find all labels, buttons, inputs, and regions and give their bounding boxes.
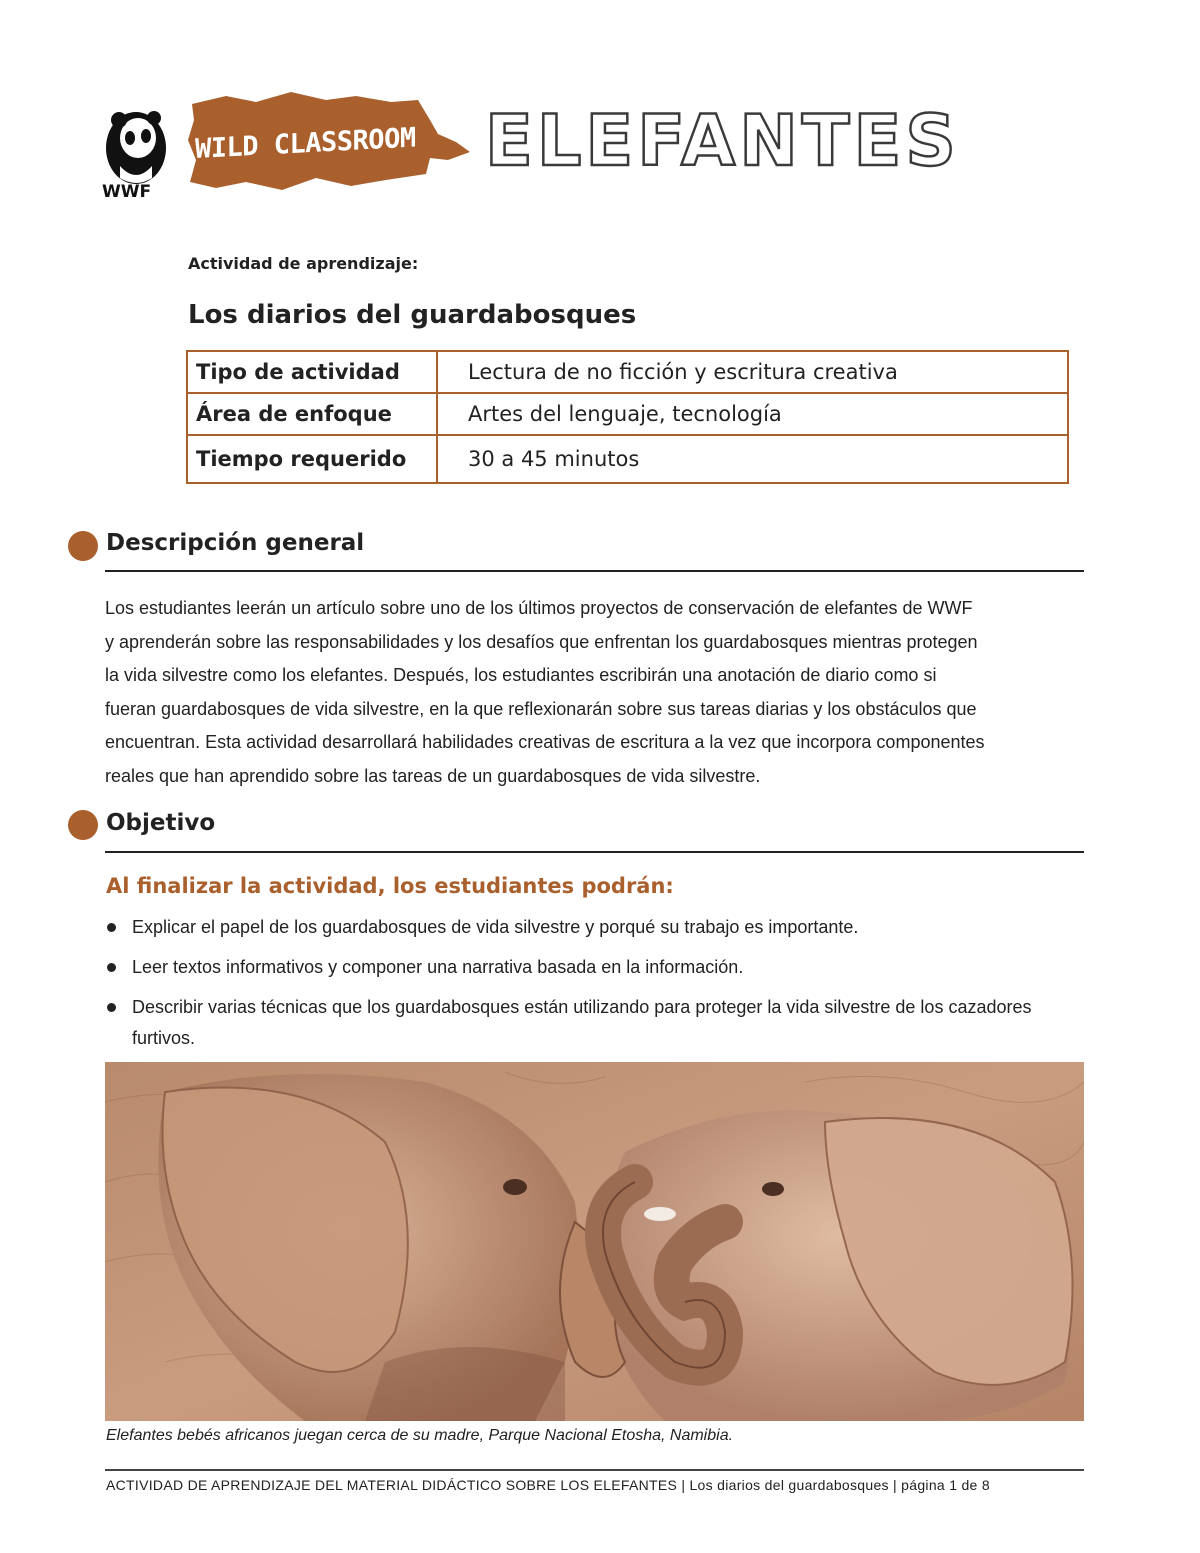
- list-item: [106, 912, 1086, 943]
- elephants-photo: [105, 1062, 1084, 1421]
- paragraph-line: encuentran. Esta actividad desarrollará habilidades creativas de escritura a la vez que incorpora componentes: [105, 732, 985, 753]
- row-value: Artes del lenguaje, tecnología: [437, 393, 1068, 435]
- table-row: [187, 435, 1068, 483]
- paragraph-line: y aprenderán sobre las responsabilidades y los desafíos que enfrentan los guardabosques mientras protegen: [105, 631, 978, 652]
- section-bullet-icon: [68, 531, 98, 561]
- bullet-icon: [107, 923, 116, 932]
- wwf-logo: [100, 108, 172, 204]
- activity-label: Actividad de aprendizaje:: [188, 254, 419, 273]
- overview-heading: Descripción general: [106, 530, 365, 556]
- wwf-text: WWF: [102, 182, 152, 202]
- list-item-text: Leer textos informativos y componer una narrativa basada en la información.: [132, 957, 744, 977]
- table-row: [187, 351, 1068, 393]
- section-bullet-icon: [68, 810, 98, 840]
- row-key: Tiempo requerido: [187, 435, 437, 483]
- photo-caption: Elefantes bebés africanos juegan cerca de su madre, Parque Nacional Etosha, Namibia.: [106, 1427, 734, 1444]
- brand-badge-label: WILD CLASSROOM: [195, 122, 416, 166]
- table-row: [187, 393, 1068, 435]
- list-item-text: Explicar el papel de los guardabosques de vida silvestre y porqué su trabajo es importante.: [132, 917, 859, 937]
- overview-paragraph: [105, 592, 1090, 794]
- bullet-icon: [107, 1003, 116, 1012]
- row-key: Área de enfoque: [187, 393, 437, 435]
- paragraph-line: Los estudiantes leerán un artículo sobre uno de los últimos proyectos de conservación de elefantes de WWF: [105, 598, 973, 618]
- footer-divider: [105, 1469, 1084, 1471]
- paragraph-line: reales que han aprendido sobre las tareas de un guardabosques de vida silvestre.: [105, 765, 761, 786]
- list-item: [106, 992, 1086, 1054]
- list-item: [106, 952, 1086, 983]
- activity-title: Los diarios del guardabosques: [188, 300, 637, 330]
- activity-info-table: [186, 350, 1069, 484]
- row-key: Tipo de actividad: [187, 351, 437, 393]
- row-value: Lectura de no ficción y escritura creativa: [437, 351, 1068, 393]
- list-item-text: Describir varias técnicas que los guardabosques están utilizando para proteger la vida silvestre de los cazadores furtivos.: [132, 997, 1032, 1048]
- paragraph-line: la vida silvestre como los elefantes. Después, los estudiantes escribirán una anotación de diario como si: [105, 665, 937, 686]
- bullet-icon: [107, 963, 116, 972]
- divider: [105, 570, 1084, 572]
- objective-list: [106, 912, 1086, 1063]
- divider: [105, 851, 1084, 853]
- objective-subheading: Al finalizar la actividad, los estudiantes podrán:: [106, 874, 674, 898]
- page-title: ELEFANTES: [485, 100, 960, 182]
- objective-heading: Objetivo: [106, 810, 216, 836]
- page-footer: ACTIVIDAD DE APRENDIZAJE DEL MATERIAL DIDÁCTICO SOBRE LOS ELEFANTES | Los diarios del guardabosques | página 1 de 8: [106, 1477, 990, 1493]
- paragraph-line: fueran guardabosques de vida silvestre, en la que reflexionarán sobre sus tareas diarias y los obstáculos que: [105, 698, 977, 719]
- row-value: 30 a 45 minutos: [437, 435, 1068, 483]
